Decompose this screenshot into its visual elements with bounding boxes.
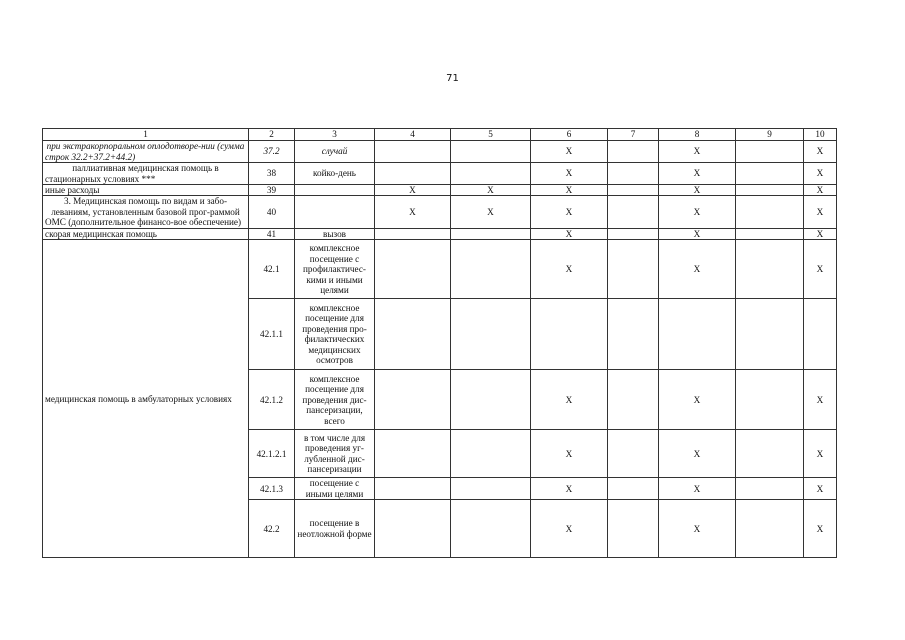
table-row	[43, 141, 837, 163]
value-cell	[608, 500, 659, 558]
value-cell: X	[531, 196, 608, 228]
value-cell	[608, 240, 659, 299]
value-cell: X	[659, 240, 736, 299]
column-header: 6	[531, 129, 608, 141]
value-cell	[608, 478, 659, 500]
value-cell: X	[804, 228, 837, 239]
row-unit-cell: случай	[295, 141, 375, 163]
value-cell	[736, 196, 804, 228]
data-table	[42, 128, 837, 558]
value-cell	[804, 299, 837, 370]
value-cell: X	[804, 478, 837, 500]
value-cell	[736, 141, 804, 163]
value-cell	[608, 163, 659, 185]
value-cell	[451, 370, 531, 430]
value-cell	[375, 240, 451, 299]
value-cell: X	[659, 228, 736, 239]
value-cell	[608, 141, 659, 163]
value-cell	[608, 370, 659, 430]
value-cell: X	[375, 196, 451, 228]
value-cell: X	[804, 370, 837, 430]
value-cell	[531, 299, 608, 370]
table-row	[43, 185, 837, 196]
column-header: 9	[736, 129, 804, 141]
value-cell	[659, 299, 736, 370]
value-cell: X	[659, 141, 736, 163]
value-cell: X	[659, 430, 736, 478]
value-cell: X	[659, 500, 736, 558]
value-cell: X	[531, 240, 608, 299]
row-name-cell: иные расходы	[43, 185, 249, 196]
value-cell: X	[804, 141, 837, 163]
row-code-cell: 42.1.2.1	[249, 430, 295, 478]
page-number: 71	[446, 73, 459, 84]
value-cell: X	[659, 370, 736, 430]
value-cell	[375, 478, 451, 500]
value-cell	[608, 185, 659, 196]
value-cell: X	[804, 430, 837, 478]
row-unit-cell	[295, 196, 375, 228]
row-code-cell: 42.1.1	[249, 299, 295, 370]
value-cell: X	[531, 430, 608, 478]
column-header: 2	[249, 129, 295, 141]
row-name-cell: паллиативная медицинская помощь в стационарных условиях ***	[43, 163, 249, 185]
value-cell: X	[451, 185, 531, 196]
column-header: 3	[295, 129, 375, 141]
value-cell	[375, 500, 451, 558]
row-name-cell: медицинская помощь в амбулаторных условиях	[43, 240, 249, 558]
header-row	[43, 129, 837, 141]
value-cell	[608, 299, 659, 370]
value-cell: X	[375, 185, 451, 196]
row-unit-cell: в том числе для проведения уг-лубленной дис-пансеризации	[295, 430, 375, 478]
column-header: 1	[43, 129, 249, 141]
value-cell: X	[659, 196, 736, 228]
row-code-cell: 41	[249, 228, 295, 239]
value-cell: X	[804, 185, 837, 196]
column-header: 5	[451, 129, 531, 141]
value-cell	[736, 299, 804, 370]
value-cell: X	[531, 163, 608, 185]
value-cell: X	[804, 196, 837, 228]
row-code-cell: 38	[249, 163, 295, 185]
value-cell	[736, 228, 804, 239]
column-header: 7	[608, 129, 659, 141]
value-cell: X	[804, 163, 837, 185]
value-cell	[375, 228, 451, 239]
value-cell: X	[531, 141, 608, 163]
row-name-cell: 3. Медицинская помощь по видам и забо-леваниям, установленным базовой прог-раммой ОМС (дополнительное финансо-вое обеспечение)	[43, 196, 249, 228]
row-unit-cell: вызов	[295, 228, 375, 239]
value-cell	[736, 430, 804, 478]
column-header: 4	[375, 129, 451, 141]
value-cell	[375, 163, 451, 185]
row-code-cell: 42.2	[249, 500, 295, 558]
table-body	[43, 129, 837, 558]
table-row	[43, 228, 837, 239]
column-header: 10	[804, 129, 837, 141]
row-code-cell: 42.1.3	[249, 478, 295, 500]
value-cell	[451, 240, 531, 299]
value-cell	[375, 299, 451, 370]
row-code-cell: 40	[249, 196, 295, 228]
value-cell: X	[451, 196, 531, 228]
value-cell: X	[659, 478, 736, 500]
row-name-cell: скорая медицинская помощь	[43, 228, 249, 239]
value-cell: X	[531, 228, 608, 239]
value-cell: X	[531, 500, 608, 558]
value-cell	[451, 228, 531, 239]
value-cell	[375, 370, 451, 430]
row-unit-cell: посещение с иными целями	[295, 478, 375, 500]
value-cell	[451, 141, 531, 163]
row-unit-cell: комплексное посещение с профилактичес-кими и иными целями	[295, 240, 375, 299]
row-unit-cell: комплексное посещение для проведения про-филактических медицинских осмотров	[295, 299, 375, 370]
table-row	[43, 240, 837, 299]
value-cell	[451, 430, 531, 478]
value-cell: X	[804, 500, 837, 558]
row-code-cell: 39	[249, 185, 295, 196]
value-cell	[736, 370, 804, 430]
value-cell: X	[531, 185, 608, 196]
value-cell	[451, 500, 531, 558]
column-header: 8	[659, 129, 736, 141]
row-unit-cell: койко-день	[295, 163, 375, 185]
value-cell	[736, 185, 804, 196]
value-cell: X	[659, 163, 736, 185]
row-unit-cell	[295, 185, 375, 196]
value-cell: X	[804, 240, 837, 299]
value-cell	[608, 228, 659, 239]
value-cell	[451, 163, 531, 185]
value-cell	[375, 430, 451, 478]
row-code-cell: 37.2	[249, 141, 295, 163]
value-cell	[451, 299, 531, 370]
value-cell: X	[659, 185, 736, 196]
row-unit-cell: посещение в неотложной форме	[295, 500, 375, 558]
table-row	[43, 163, 837, 185]
value-cell	[451, 478, 531, 500]
value-cell: X	[531, 478, 608, 500]
row-code-cell: 42.1.2	[249, 370, 295, 430]
row-unit-cell: комплексное посещение для проведения дис-пансеризации, всего	[295, 370, 375, 430]
value-cell	[608, 430, 659, 478]
value-cell	[375, 141, 451, 163]
table-row	[43, 196, 837, 228]
value-cell	[736, 240, 804, 299]
value-cell	[736, 163, 804, 185]
value-cell: X	[531, 370, 608, 430]
value-cell	[736, 478, 804, 500]
value-cell	[608, 196, 659, 228]
row-name-cell: при экстракорпоральном оплодотворе-нии (сумма строк 32.2+37.2+44.2)	[43, 141, 249, 163]
row-code-cell: 42.1	[249, 240, 295, 299]
value-cell	[736, 500, 804, 558]
